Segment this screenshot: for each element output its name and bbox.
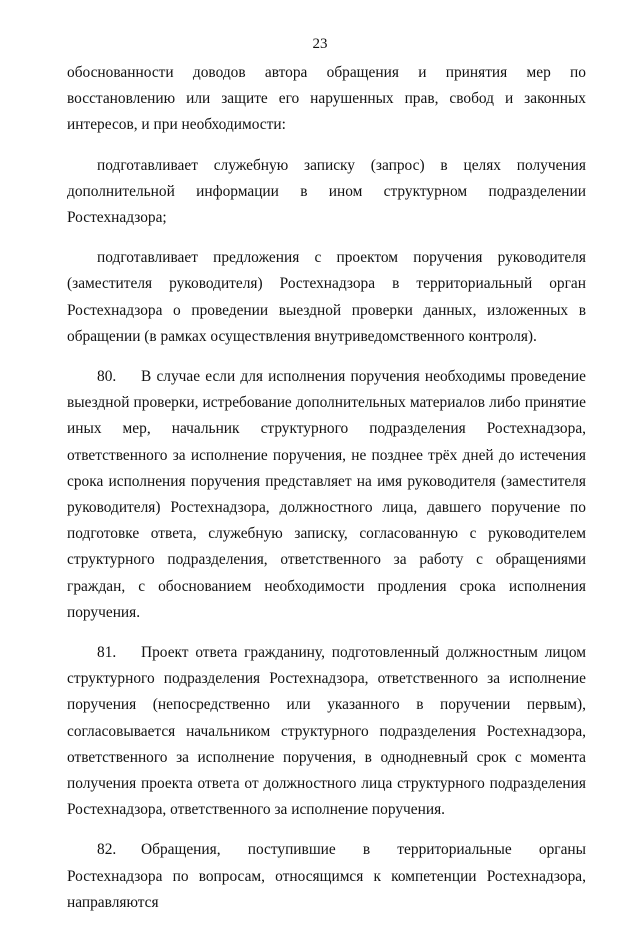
paragraph-text: В случае если для исполнения поручения необходимы проведение выездной проверки, истребование дополнительных материалов либо принятие иных мер, начальник структурного подразделения Ростехнадзора, ответственного за исполнение поручения, не позднее трёх дней до истечения срока исполнения поручения представляет на имя руководителя (заместителя руководителя) Ростехнадзора, должностного лица, давшего поручение по подготовке ответа, служебную записку, согласованную с руководителем структурного подразделения, ответственного за работу с обращениями граждан, с обоснованием необходимости продления срока исполнения поручения.	[67, 368, 586, 621]
paragraph-text: Проект ответа гражданину, подготовленный должностным лицом структурного подразделения Ростехнадзора, ответственного за исполнение поручения (непосредственно или указанного в поручении первым), согласовывается начальником структурного подразделения Ростехнадзора, ответственного за исполнение поручения, в однодневный срок с момента получения проекта ответа от должностного лица структурного подразделения Ростехнадзора, ответственного за исполнение поручения.	[67, 644, 586, 819]
clause-number: 80.	[97, 368, 117, 386]
paragraph-text: обоснованности доводов автора обращения и принятия мер по восстановлению или защите его нарушенных прав, свобод и законных интересов, и при необходимости:	[67, 64, 586, 134]
clause-number: 82.	[97, 841, 117, 859]
paragraph-continuation	[67, 60, 586, 139]
clause-81	[67, 640, 586, 823]
paragraph-item-memo	[67, 153, 586, 232]
paragraph-text: подготавливает служебную записку (запрос) в целях получения дополнительной информации в ином структурном подразделении Ростехнадзора;	[67, 156, 586, 227]
document-body	[67, 60, 586, 930]
clause-number: 81.	[97, 644, 117, 662]
clause-80	[67, 364, 586, 626]
clause-82	[67, 837, 586, 916]
page-number: 23	[312, 36, 328, 52]
paragraph-text: Обращения, поступившие в территориальные органы Ростехнадзора по вопросам, относящимся к компетенции Ростехнадзора, направляются	[67, 841, 586, 911]
paragraph-text: подготавливает предложения с проектом поручения руководителя (заместителя руководителя) Ростехнадзора в территориальный орган Ростехнадзора о проведении выездной проверки данных, изложенных в обращении (в рамках осуществления внутриведомственного контроля).	[67, 249, 586, 345]
paragraph-item-proposals	[67, 245, 586, 350]
